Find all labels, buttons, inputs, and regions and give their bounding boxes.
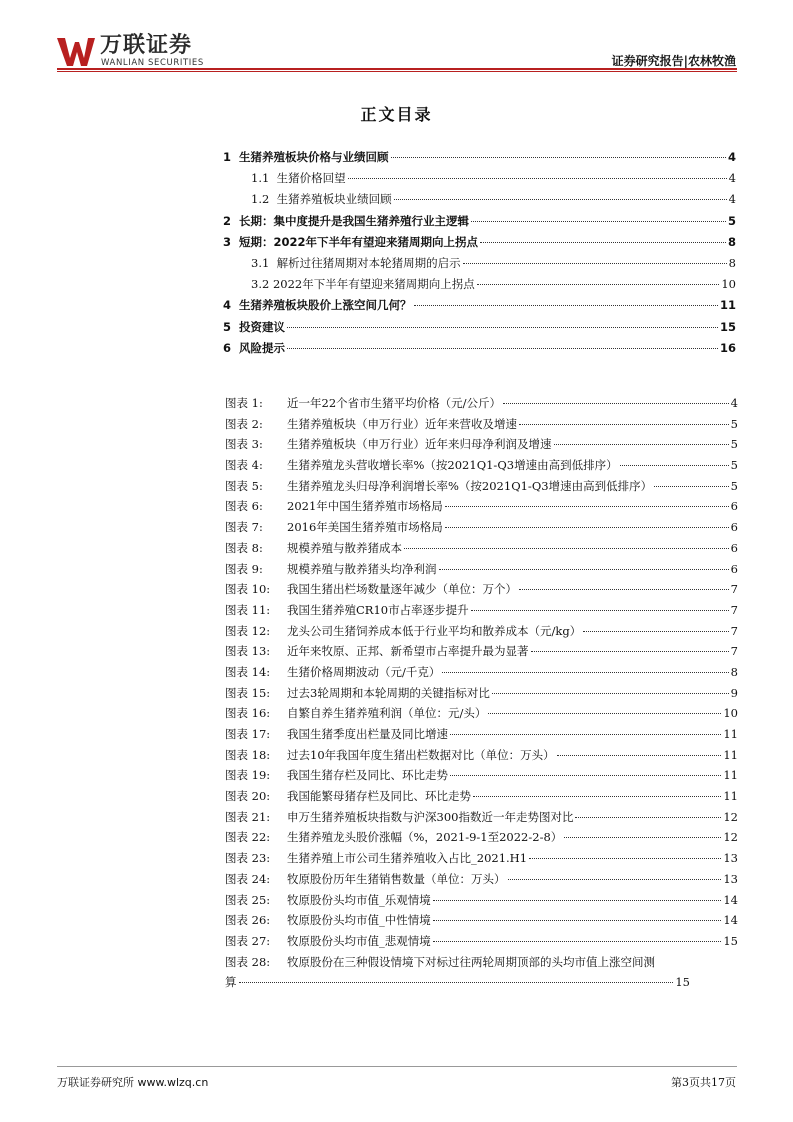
- figure-entry[interactable]: [225, 414, 738, 435]
- toc-entry-number: 4: [223, 298, 240, 313]
- toc-entry-page: 11: [719, 298, 736, 313]
- toc-entry-title: 2022年下半年有望迎来猪周期向上拐点: [272, 277, 475, 292]
- dot-leader: [391, 157, 726, 158]
- figure-title: 我国生猪存栏及同比、环比走势: [287, 768, 448, 783]
- figure-title: 规模养殖与散养猪成本: [287, 540, 402, 555]
- toc-entry-title: 风险提示: [239, 340, 286, 355]
- brand-subtitle: WANLIAN SECURITIES: [101, 58, 204, 68]
- figure-page: 5: [730, 458, 738, 473]
- dot-leader: [503, 403, 729, 404]
- figure-entry[interactable]: [225, 952, 738, 993]
- figure-title: 近年来牧原、正邦、新希望市占率提升最为显著: [287, 644, 529, 659]
- figure-entry[interactable]: [225, 434, 738, 455]
- figure-label: 图表 18:: [225, 747, 271, 762]
- toc-entry-number: 3.2: [251, 277, 273, 292]
- toc-entry[interactable]: [223, 168, 736, 189]
- figure-page: 9: [730, 685, 738, 700]
- figure-title: 牧原股份头均市值_中性情境: [287, 913, 431, 928]
- dot-leader: [519, 424, 729, 425]
- figure-label: 图表 8:: [225, 540, 263, 555]
- toc-entry-page: 4: [728, 171, 736, 186]
- toc-entry-title: 投资建议: [239, 319, 286, 334]
- toc-entry[interactable]: [223, 147, 736, 168]
- toc-entry-page: 8: [727, 234, 736, 249]
- figure-title: 牧原股份头均市值_乐观情境: [287, 892, 431, 907]
- toc-entry-title: 生猪养殖板块业绩回顾: [276, 192, 392, 207]
- dot-leader: [473, 796, 721, 797]
- dot-leader: [488, 713, 721, 714]
- figure-page: 7: [730, 623, 738, 638]
- figure-title: 牧原股份在三种假设情境下对标过往两轮周期顶部的头均市值上涨空间测: [287, 954, 655, 969]
- toc-entry-number: 3.1: [251, 255, 277, 270]
- figure-entry[interactable]: [225, 579, 738, 600]
- toc-entry[interactable]: [223, 317, 736, 338]
- dot-leader: [463, 263, 727, 264]
- dot-leader: [287, 327, 718, 328]
- figure-page: 7: [730, 644, 738, 659]
- figure-label: 图表 9:: [225, 561, 263, 576]
- figure-label: 图表 14:: [225, 664, 271, 679]
- figure-title: 近一年22个省市生猪平均价格（元/公斤）: [287, 396, 502, 410]
- figure-title-continued: 算: [225, 975, 237, 990]
- figure-entry[interactable]: [225, 786, 738, 807]
- dot-leader: [531, 651, 729, 652]
- figure-entry[interactable]: [225, 538, 738, 559]
- toc-entry-number: 2: [223, 213, 240, 228]
- figure-label: 图表 15:: [225, 685, 271, 700]
- figure-entry[interactable]: [225, 703, 738, 724]
- figure-label: 图表 12:: [225, 623, 271, 638]
- figure-label: 图表 16:: [225, 706, 271, 721]
- figure-title: 牧原股份历年生猪销售数量（单位：万头）: [287, 871, 506, 886]
- figure-page: 4: [730, 396, 738, 410]
- toc-entry[interactable]: [223, 295, 736, 316]
- toc-entry-title: 生猪养殖板块股价上涨空间几何？: [239, 298, 412, 313]
- figure-title: 规模养殖与散养猪头均净利润: [287, 561, 437, 576]
- figure-page: 13: [723, 871, 738, 886]
- figure-title: 申万生猪养殖板块指数与沪深300指数近一年走势图对比: [287, 809, 574, 824]
- dot-leader: [239, 982, 674, 983]
- wanlian-logo-icon: [57, 36, 95, 68]
- figure-label: 图表 22:: [225, 830, 271, 845]
- figure-page: 12: [723, 809, 738, 824]
- figure-title: 牧原股份头均市值_悲观情境: [287, 933, 431, 948]
- figure-title: 生猪价格周期波动（元/千克）: [287, 664, 441, 679]
- dot-leader: [557, 755, 722, 756]
- figure-label: 图表 5:: [225, 478, 263, 493]
- report-type: 证券研究报告|农林牧渔: [611, 54, 736, 68]
- figure-label: 图表 21:: [225, 809, 271, 824]
- figure-page: 7: [730, 582, 738, 597]
- toc-entry-page: 8: [728, 255, 736, 270]
- figure-entry[interactable]: [225, 662, 738, 683]
- toc-entry-title: 生猪价格回望: [276, 171, 346, 186]
- figure-page: 8: [730, 664, 738, 679]
- dot-leader: [529, 858, 721, 859]
- dot-leader: [348, 178, 727, 179]
- figure-label: 图表 11:: [225, 602, 271, 617]
- figure-list: [225, 393, 738, 993]
- figure-page: 11: [723, 727, 738, 741]
- figure-label: 图表 27:: [225, 933, 271, 948]
- toc-entry[interactable]: [223, 253, 736, 274]
- figure-page: 12: [723, 830, 738, 845]
- header-divider-thin: [57, 71, 737, 72]
- figure-page: 15: [723, 933, 738, 948]
- figure-title: 我国能繁母猪存栏及同比、环比走势: [287, 789, 471, 804]
- dot-leader: [492, 693, 729, 694]
- figure-entry[interactable]: [225, 807, 738, 828]
- brand-name: 万联证券: [100, 33, 193, 58]
- dot-leader: [450, 734, 721, 735]
- dot-leader: [450, 775, 721, 776]
- figure-page: 11: [723, 789, 738, 804]
- figure-title: 自繁自养生猪养殖利润（单位：元/头）: [287, 706, 487, 721]
- dot-leader: [445, 527, 729, 528]
- figure-entry[interactable]: [225, 641, 738, 662]
- figure-entry[interactable]: [225, 910, 738, 931]
- figure-label: 图表 17:: [225, 727, 271, 741]
- figure-label: 图表 25:: [225, 892, 271, 907]
- figure-entry[interactable]: [225, 931, 738, 952]
- toc-entry[interactable]: [223, 274, 736, 295]
- toc-entry-title: 生猪养殖板块价格与业绩回顾: [239, 150, 389, 164]
- figure-title: 生猪养殖龙头股价涨幅（%，2021-9-1至2022-2-8）: [287, 830, 563, 845]
- dot-leader: [442, 672, 728, 673]
- figure-label: 图表 2:: [225, 416, 263, 431]
- toc-entry-number: 1.1: [251, 171, 277, 186]
- figure-page: 5: [730, 437, 738, 452]
- dot-leader: [445, 506, 729, 507]
- toc-entry[interactable]: [223, 211, 736, 232]
- toc-entry-number: 5: [223, 319, 240, 334]
- dot-leader: [519, 589, 729, 590]
- figure-title: 我国生猪季度出栏量及同比增速: [287, 727, 448, 741]
- figure-title: 过去10年我国年度生猪出栏数据对比（单位：万头）: [287, 747, 555, 762]
- toc-entry[interactable]: [223, 338, 736, 359]
- header-divider: [57, 68, 737, 70]
- dot-leader: [414, 305, 718, 306]
- figure-page: 11: [723, 747, 738, 762]
- toc-entry-page: 4: [727, 150, 736, 164]
- figure-entry[interactable]: [225, 765, 738, 786]
- figure-label: 图表 20:: [225, 789, 271, 804]
- figure-title: 2021年中国生猪养殖市场格局: [287, 499, 443, 514]
- figure-title: 2016年美国生猪养殖市场格局: [287, 520, 443, 535]
- toc-entry[interactable]: [223, 232, 736, 253]
- dot-leader: [439, 569, 729, 570]
- figure-title: 我国生猪出栏场数量逐年减少（单位：万个）: [287, 582, 517, 597]
- figure-entry[interactable]: [225, 455, 738, 476]
- toc-entry[interactable]: [223, 189, 736, 210]
- figure-page: 10: [723, 706, 738, 721]
- page-title: 正文目录: [360, 105, 433, 124]
- figure-label: 图表 23:: [225, 851, 271, 866]
- figure-label: 图表 3:: [225, 437, 263, 452]
- figure-label: 图表 6:: [225, 499, 263, 514]
- figure-page: 5: [730, 478, 738, 493]
- dot-leader: [471, 610, 729, 611]
- toc-entry-page: 16: [719, 340, 736, 355]
- figure-entry[interactable]: [225, 745, 738, 766]
- figure-label: 图表 7:: [225, 520, 263, 535]
- figure-page: 15: [675, 975, 690, 990]
- toc-entry-page: 5: [727, 213, 736, 228]
- figure-page: 7: [730, 602, 738, 617]
- dot-leader: [433, 920, 722, 921]
- figure-entry[interactable]: [225, 559, 738, 580]
- dot-leader: [554, 444, 729, 445]
- toc-entry-title: 解析过往猪周期对本轮猪周期的启示: [276, 255, 461, 270]
- figure-page: 6: [730, 520, 738, 535]
- figure-page: 6: [730, 540, 738, 555]
- toc-entry-title: 长期：集中度提升是我国生猪养殖行业主逻辑: [239, 213, 470, 228]
- dot-leader: [287, 348, 718, 349]
- toc-entry-number: 6: [223, 340, 240, 355]
- footer-page-number: 第3页共17页: [671, 1076, 736, 1089]
- dot-leader: [654, 486, 729, 487]
- figure-page: 6: [730, 561, 738, 576]
- dot-leader: [620, 465, 729, 466]
- figure-entry[interactable]: [225, 496, 738, 517]
- dot-leader: [394, 199, 727, 200]
- toc-entry-page: 10: [721, 277, 736, 292]
- table-of-contents: [223, 147, 736, 359]
- toc-entry-number: 3: [223, 234, 240, 249]
- dot-leader: [477, 284, 720, 285]
- figure-page: 6: [730, 499, 738, 514]
- dot-leader: [508, 879, 722, 880]
- figure-entry[interactable]: [225, 724, 738, 745]
- figure-entry[interactable]: [225, 621, 738, 642]
- figure-label: 图表 1:: [225, 396, 263, 410]
- dot-leader: [575, 817, 721, 818]
- toc-entry-number: 1: [223, 150, 240, 164]
- figure-title: 生猪养殖龙头营收增长率%（按2021Q1-Q3增速由高到低排序）: [287, 458, 618, 473]
- figure-entry[interactable]: [225, 869, 738, 890]
- footer-divider: [57, 1066, 737, 1067]
- dot-leader: [583, 631, 728, 632]
- figure-label: 图表 19:: [225, 768, 271, 783]
- figure-entry[interactable]: [225, 848, 738, 869]
- figure-page: 11: [723, 768, 738, 783]
- figure-title: 生猪养殖板块（申万行业）近年来归母净利润及增速: [287, 437, 552, 452]
- figure-label: 图表 4:: [225, 458, 263, 473]
- page-header: [0, 0, 793, 75]
- dot-leader: [404, 548, 729, 549]
- figure-label: 图表 13:: [225, 644, 271, 659]
- figure-page: 5: [730, 416, 738, 431]
- footer-source: 万联证券研究所 www.wlzq.cn: [57, 1076, 209, 1089]
- toc-entry-title: 短期：2022年下半年有望迎来猪周期向上拐点: [239, 234, 479, 249]
- figure-title: 生猪养殖龙头归母净利润增长率%（按2021Q1-Q3增速由高到低排序）: [287, 478, 653, 493]
- figure-entry[interactable]: [225, 683, 738, 704]
- figure-label: 图表 28:: [225, 954, 271, 969]
- figure-label: 图表 24:: [225, 871, 271, 886]
- figure-title: 龙头公司生猪饲养成本低于行业平均和散养成本（元/kg）: [287, 623, 582, 638]
- figure-title: 生猪养殖板块（申万行业）近年来营收及增速: [287, 416, 517, 431]
- figure-entry[interactable]: [225, 890, 738, 911]
- figure-entry[interactable]: [225, 827, 738, 848]
- figure-page: 14: [723, 892, 738, 907]
- figure-title: 生猪养殖上市公司生猪养殖收入占比_2021.H1: [287, 851, 528, 866]
- toc-entry-page: 15: [719, 319, 736, 334]
- dot-leader: [433, 941, 722, 942]
- dot-leader: [480, 242, 726, 243]
- figure-label: 图表 26:: [225, 913, 271, 928]
- figure-page: 14: [723, 913, 738, 928]
- figure-title: 过去3轮周期和本轮周期的关键指标对比: [287, 685, 490, 700]
- figure-title: 我国生猪养殖CR10市占率逐步提升: [287, 602, 469, 617]
- figure-entry[interactable]: [225, 476, 738, 497]
- figure-entry[interactable]: [225, 600, 738, 621]
- toc-entry-page: 4: [728, 192, 736, 207]
- figure-page: 13: [723, 851, 738, 866]
- figure-label: 图表 10:: [225, 582, 271, 597]
- figure-entry[interactable]: [225, 517, 738, 538]
- dot-leader: [564, 837, 721, 838]
- dot-leader: [471, 221, 726, 222]
- figure-entry[interactable]: [225, 393, 738, 414]
- toc-entry-number: 1.2: [251, 192, 277, 207]
- dot-leader: [433, 900, 722, 901]
